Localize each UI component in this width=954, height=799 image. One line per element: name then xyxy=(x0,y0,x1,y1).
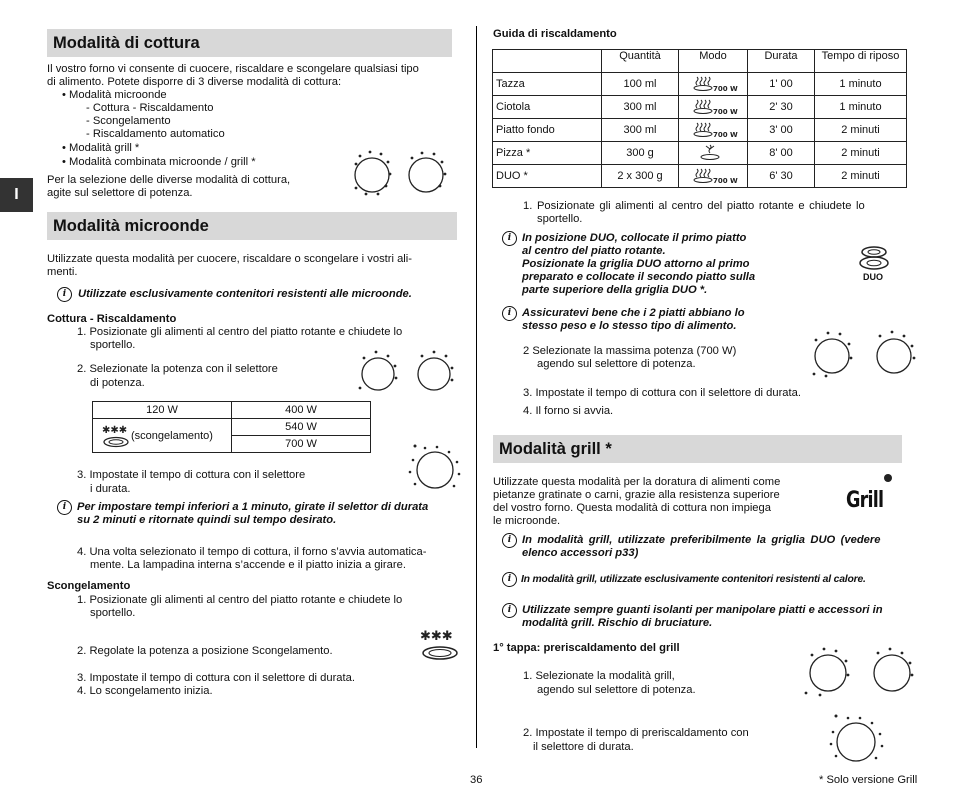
defrost-label: (scongelamento) xyxy=(131,429,213,442)
sub-defrost: - Scongelamento xyxy=(86,115,171,127)
guide-food: Tazza xyxy=(493,73,602,96)
grill-label: Grill xyxy=(846,488,884,513)
table-row xyxy=(493,142,907,165)
guide-time: 8' 00 xyxy=(748,142,815,165)
defrost-icon xyxy=(101,424,131,448)
guide-time: 2' 30 xyxy=(748,96,815,119)
microwave-power-icon xyxy=(692,120,738,139)
power-and-timer-dials-icon xyxy=(808,328,922,380)
grill-note-3-line-2: modalità grill. Rischio di bruciature. xyxy=(522,617,713,629)
subtitle-cooking-reheating: Cottura - Riscaldamento xyxy=(47,313,177,325)
guide-header-duration: Durata xyxy=(748,50,815,73)
defrost-step-1-line-2: sportello. xyxy=(90,607,136,619)
guide-qty: 300 ml xyxy=(602,119,679,142)
guide-header-mode: Modo xyxy=(679,50,748,73)
power-and-timer-dials-icon xyxy=(356,348,460,396)
bullet-combined: • Modalità combinata microonde / grill * xyxy=(62,156,256,168)
grill-intro-line-4: le microonde. xyxy=(493,515,561,527)
info-icon: i xyxy=(502,231,517,246)
microwave-power-icon xyxy=(692,166,738,185)
microwave-power-icon xyxy=(692,74,738,93)
guide-rest: 2 minuti xyxy=(815,142,907,165)
footnote-grill-version: * Solo versione Grill xyxy=(819,774,918,786)
duo-step-1-line-2: sportello. xyxy=(537,213,583,225)
note-same-weight-line-2: stesso peso e lo stesso tipo di alimento. xyxy=(522,320,737,332)
note-duo-line-3: Posizionate la griglia DUO attorno al primo xyxy=(522,258,750,270)
guide-food: Piatto fondo xyxy=(493,119,602,142)
intro-line-2: di alimento. Potete disporre di 3 diverse modalità di cottura: xyxy=(47,76,342,88)
guide-qty: 100 ml xyxy=(602,73,679,96)
guide-mode xyxy=(679,96,748,119)
power-table xyxy=(92,401,371,453)
note-microwave-containers: Utilizzate esclusivamente contenitori resistenti alle microonde. xyxy=(78,288,412,300)
section-title-grill-mode: Modalità grill * xyxy=(493,435,902,463)
power-400w: 400 W xyxy=(232,402,371,419)
grill-step-2-line-1: 2. Impostate il tempo di preriscaldamento con xyxy=(523,727,749,739)
power-and-timer-dials-icon xyxy=(800,645,920,701)
cook-step-3-line-1: 3. Impostate il tempo di cottura con il selettore xyxy=(77,469,306,481)
intro-line-1: Il vostro forno vi consente di cuocere, riscaldare e scongelare qualsiasi tipo xyxy=(47,63,419,75)
subtitle-grill-preheat: 1° tappa: preriscaldamento del grill xyxy=(493,642,680,654)
table-row xyxy=(493,165,907,188)
note-short-time-line-1: Per impostare tempi inferiori a 1 minuto, girate il selettor di durata xyxy=(77,501,429,513)
combined-mode-icon xyxy=(692,143,734,161)
power-700w: 700 W xyxy=(232,436,371,453)
subtitle-heating-guide: Guida di riscaldamento xyxy=(493,28,617,40)
defrost-step-1-line-1: 1. Posizionate gli alimenti al centro del piatto rotante e chiudete lo xyxy=(77,594,403,606)
info-icon: i xyxy=(57,287,72,302)
svg-text:✱✱✱: ✱✱✱ xyxy=(102,424,128,436)
note-duo-line-4: preparato e collocate il secondo piatto sulla xyxy=(522,271,756,283)
duo-step-1-line-1: 1. Posizionate gli alimenti al centro del piatto rotante e chiudete lo xyxy=(523,200,865,212)
section-title-microwave-mode: Modalità microonde xyxy=(47,212,457,240)
guide-header-quantity: Quantità xyxy=(602,50,679,73)
note-short-time-line-2: su 2 minuti e ritornate quindi sul tempo desirato. xyxy=(77,514,337,526)
defrost-step-4: 4. Lo scongelamento inizia. xyxy=(77,685,213,697)
guide-food: DUO * xyxy=(493,165,602,188)
grill-note-1-line-1: In modalità grill, utilizzate preferibilmente la griglia DUO (vedere xyxy=(522,534,881,546)
duo-step-3: 3. Impostate il tempo di cottura con il selettore di durata. xyxy=(523,387,801,399)
page-number: 36 xyxy=(470,774,483,786)
mode-label: 700 W xyxy=(713,84,738,93)
guide-food: Pizza * xyxy=(493,142,602,165)
guide-header-food xyxy=(493,50,602,73)
grill-note-2: In modalità grill, utilizzate esclusivamente contenitori resistenti al calore. xyxy=(521,574,866,585)
defrost-step-3: 3. Impostate il tempo di cottura con il selettore di durata. xyxy=(77,672,355,684)
guide-mode xyxy=(679,142,748,165)
guide-mode xyxy=(679,119,748,142)
duo-step-2-line-1: 2 Selezionate la massima potenza (700 W) xyxy=(523,345,737,357)
cook-step-4-line-2: mente. La lampadina interna s’accende e il piatto inizia a girare. xyxy=(90,559,406,571)
heating-guide-table xyxy=(492,49,907,188)
mode-label: 700 W xyxy=(713,130,738,139)
select-line-1: Per la selezione delle diverse modalità di cottura, xyxy=(47,174,291,186)
guide-mode xyxy=(679,73,748,96)
grill-intro-line-1: Utilizzate questa modalità per la doratura di alimenti come xyxy=(493,476,781,488)
section-title-cooking-modes: Modalità di cottura xyxy=(47,29,452,57)
defrost-step-2: 2. Regolate la potenza a posizione Scongelamento. xyxy=(77,645,333,657)
info-icon: i xyxy=(502,572,517,587)
microwave-intro-line-2: menti. xyxy=(47,266,78,278)
duo-step-4: 4. Il forno si avvia. xyxy=(523,405,614,417)
cook-step-4-line-1: 4. Una volta selezionato il tempo di cottura, il forno s’avvia automatica- xyxy=(77,546,427,558)
defrost-icon xyxy=(418,628,462,664)
note-same-weight-line-1: Assicuratevi bene che i 2 piatti abbiano lo xyxy=(522,307,745,319)
microwave-intro-line-1: Utilizzate questa modalità per cuocere, riscaldare o scongelare i vostri ali- xyxy=(47,253,413,265)
grill-step-2-line-2: il selettore di durata. xyxy=(533,741,634,753)
duo-label: DUO xyxy=(863,272,883,282)
grill-note-1-line-2: elenco accessori p33) xyxy=(522,547,639,559)
guide-header-rest: Tempo di riposo xyxy=(815,50,907,73)
duo-step-2-line-2: agendo sul selettore di potenza. xyxy=(537,358,696,370)
guide-qty: 2 x 300 g xyxy=(602,165,679,188)
guide-qty: 300 ml xyxy=(602,96,679,119)
microwave-power-icon xyxy=(692,97,738,116)
guide-rest: 2 minuti xyxy=(815,165,907,188)
guide-time: 6' 30 xyxy=(748,165,815,188)
cook-step-3-line-2: i durata. xyxy=(90,483,131,495)
sub-cooking: - Cottura - Riscaldamento xyxy=(86,102,214,114)
grill-intro-line-2: pietanze gratinate o carni, grazie alla resistenza superiore xyxy=(493,489,780,501)
guide-rest: 1 minuto xyxy=(815,73,907,96)
cook-step-2-line-1: 2. Selezionate la potenza con il selettore xyxy=(77,363,278,375)
cook-step-1-line-2: sportello. xyxy=(90,339,136,351)
info-icon: i xyxy=(502,533,517,548)
subtitle-defrost: Scongelamento xyxy=(47,580,131,592)
bullet-grill: • Modalità grill * xyxy=(62,142,140,154)
power-and-timer-dials-icon xyxy=(350,150,450,202)
info-icon: i xyxy=(502,603,517,618)
timer-dial-icon xyxy=(405,438,465,494)
power-540w: 540 W xyxy=(232,419,371,436)
note-duo-line-5: parte superiore della griglia DUO *. xyxy=(522,284,708,296)
guide-qty: 300 g xyxy=(602,142,679,165)
language-tab: I xyxy=(0,178,33,212)
grill-step-1-line-2: agendo sul selettore di potenza. xyxy=(537,684,696,696)
grill-note-3-line-1: Utilizzate sempre guanti isolanti per manipolare piatti e accessori in xyxy=(522,604,883,616)
guide-mode xyxy=(679,165,748,188)
select-line-2: agite sul selettore di potenza. xyxy=(47,187,193,199)
mode-label: 700 W xyxy=(713,176,738,185)
guide-time: 1' 00 xyxy=(748,73,815,96)
info-icon: i xyxy=(502,306,517,321)
power-defrost-cell xyxy=(93,419,232,453)
cook-step-1-line-1: 1. Posizionate gli alimenti al centro del piatto rotante e chiudete lo xyxy=(77,326,403,338)
info-icon: i xyxy=(57,500,72,515)
sub-auto-reheat: - Riscaldamento automatico xyxy=(86,128,225,140)
cook-step-2-line-2: di potenza. xyxy=(90,377,145,389)
bullet-microwave: • Modalità microonde xyxy=(62,89,167,101)
guide-rest: 2 minuti xyxy=(815,119,907,142)
guide-time: 3' 00 xyxy=(748,119,815,142)
note-duo-line-2: al centro del piatto rotante. xyxy=(522,245,666,257)
column-divider xyxy=(476,26,477,748)
grill-intro-line-3: del vostro forno. Questa modalità di cottura non impiega xyxy=(493,502,771,514)
power-120w: 120 W xyxy=(93,402,232,419)
mode-label: 700 W xyxy=(713,107,738,116)
grill-step-1-line-1: 1. Selezionate la modalità grill, xyxy=(523,670,675,682)
timer-dial-icon xyxy=(826,708,886,768)
table-row xyxy=(493,73,907,96)
table-row xyxy=(493,119,907,142)
grill-icon xyxy=(846,472,896,516)
note-duo-line-1: In posizione DUO, collocate il primo piatto xyxy=(522,232,747,244)
table-row xyxy=(493,96,907,119)
duo-icon xyxy=(858,243,892,287)
svg-text:✱✱✱: ✱✱✱ xyxy=(420,629,453,644)
guide-rest: 1 minuto xyxy=(815,96,907,119)
guide-food: Ciotola xyxy=(493,96,602,119)
